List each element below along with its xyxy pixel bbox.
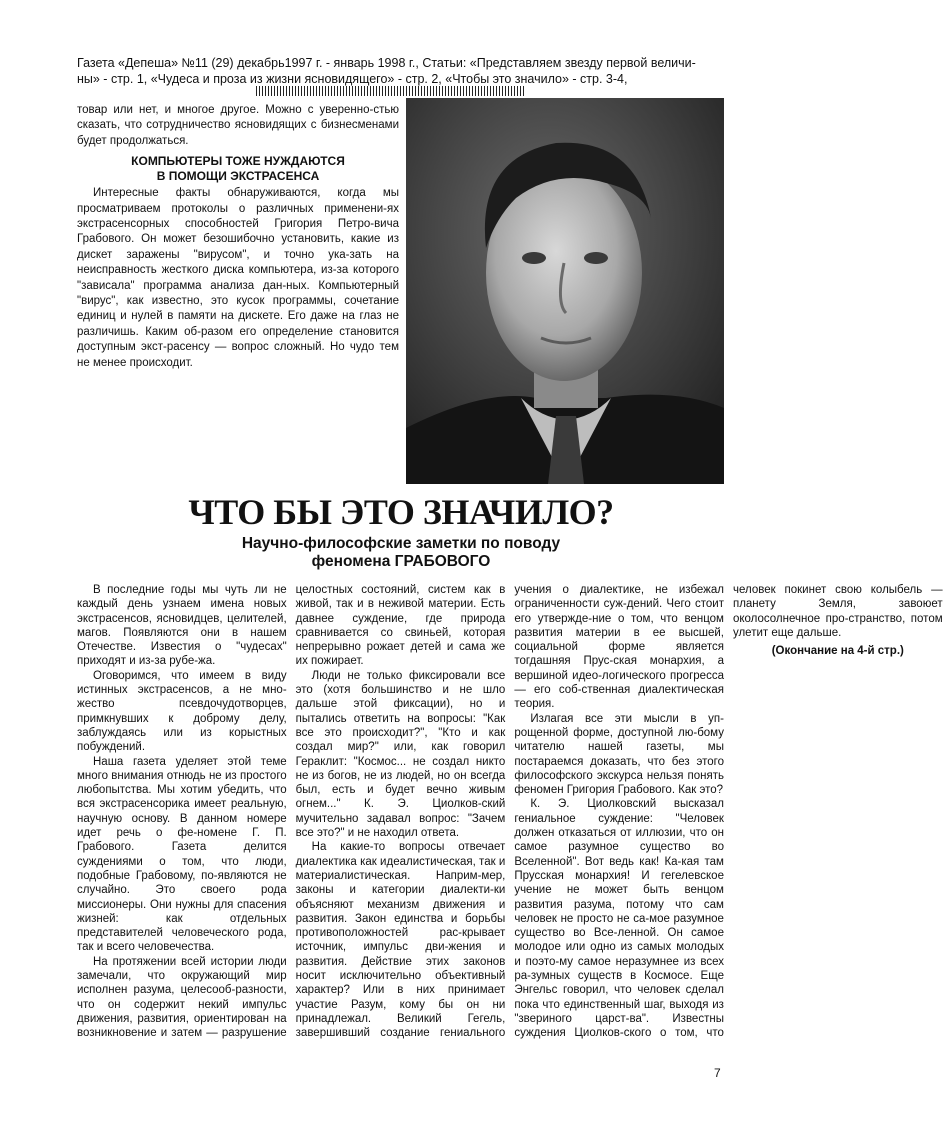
header-citation bbox=[77, 55, 727, 87]
article-paragraph: Излагая все эти мысли в уп-рощенной форме, доступной лю-бому читателю нашей газеты, мы постараемся доказать, что без этого философского экскурса нельзя понять феномен Григория Грабового. Как это? bbox=[514, 712, 724, 797]
article-paragraph: Люди не только фиксировали все это (хотя большинство и не шло дальше этой фиксации), но и пытались ответить на вопросы: "Как все это происходит?", "Кто и как создал мир?" или, как говорил Гераклит: "Космос... не создал никто не из богов, не из людей, но он всегда был, есть и будет вечно живым огнем..." К. Э. Циолков-ский мучительно задавал вопрос: "Зачем все это?" и не находил ответа. bbox=[295, 669, 506, 840]
article-paragraph: К. Э. Циолковский высказал гениальное суждение: "Человек должен отказаться от иллюзии, что он самое разумное существо во Вселенной". Вот ведь как! Ка-кая там Прусская монархия! И гегелевское учение не может быть венцом развития разума, потому что сам человек не просто не са-мое разумное существо во Все-ленной. Он самое молодое или одно из самых молодых и поэто-му самое неразумнее из всех ра-зумных существ в Космосе. Еще Энгельс говорил, что человек сделал пока что единственный шаг, выходя из "звериного царст-ва". Известны суждения Циолков-ского о том, что человек покинет свою колыбель — планету Земля, завоюет околосолнечное про-странство, потом улетит еще дальше. bbox=[514, 584, 943, 1040]
intro-heading bbox=[77, 154, 399, 184]
article-paragraph: Наша газета уделяет этой теме много внимания отнюдь не из простого любопытства. Мы хотим убедить, что вся экстрасенсорика имеет реальную, научную основу. В данном номере идет речь о фе-номене Г. П. Грабового. Газета делится суждениями о том, что люди, подобные Грабовому, по-являются не случайно. Это своего рода миссионеры. Они нужны для спасения жизней: как отдельных представителей человеческого рода, так и всего человечества. bbox=[77, 755, 287, 954]
intro-body-paragraph: Интересные факты обнаруживаются, когда мы просматриваем протоколы о различных применени-ях экстрасенсорных способностей Григория Петро-вича Грабового. Он может безошибочно установить, какие из дискет заражены "вирусом", и точно ука-зать на неисправность жесткого диска компьютера, из-за которого "зависала" программа анализа дан-ных. Компьютерный "вирус", как известно, это кусок программы, сочетание единиц и нулей в памяти на дискете. Его даже на глаз не различишь. Каким об-разом его определение становится доступным экст-расенсу — вопрос сложный. Но чудо тем не менее происходит. bbox=[77, 187, 399, 369]
page-number: 7 bbox=[714, 1066, 721, 1080]
intro-column bbox=[77, 103, 399, 371]
article-paragraph: В последние годы мы чуть ли не каждый день узнаем имена новых экстрасенсов, ясновидцев, целителей, магов. Появляются они в нашем Отечестве. Известия о "чудесах" приходят и из-за рубе-жа. bbox=[77, 584, 287, 668]
article-body bbox=[77, 583, 943, 1053]
article-subtitle-line-1: Научно-философские заметки по поводу bbox=[241, 535, 561, 552]
article-paragraph: На протяжении всей истории люди замечали, что окружающий мир исполнен разума, целесооб-разности, что он содержит некий импульс движения, развития, ориентирован на возникновение и затем — разрушение целостных состояний, систем как в живой, так и в неживой материи. Есть давнее суждение, где природа сравнивается со свиньей, которая непрерывно рожает детей и сама же их пожирает. bbox=[77, 584, 506, 1040]
portrait-illustration bbox=[406, 98, 724, 484]
header-line-2: ны» - стр. 1, «Чудеса и проза из жизни ясновидящего» - стр. 2, «Чтобы это значило» - стр. 3-4, bbox=[77, 72, 628, 86]
intro-lead-paragraph: товар или нет, и многое другое. Можно с уверенно-стью сказать, что сотрудничество ясновидящих с бизнесменами будет продолжаться. bbox=[77, 104, 399, 147]
portrait-photo bbox=[406, 98, 724, 484]
header-line-1: Газета «Депеша» №11 (29) декабрь1997 г. - январь 1998 г., Статьи: «Представляем звезду первой величи- bbox=[77, 56, 696, 70]
intro-heading-line-2: В ПОМОЩИ ЭКСТРАСЕНСА bbox=[156, 169, 320, 184]
header-divider bbox=[256, 86, 524, 96]
article-subtitle-line-2: феномена ГРАБОВОГО bbox=[311, 553, 491, 570]
article-title: ЧТО БЫ ЭТО ЗНАЧИЛО? bbox=[188, 492, 614, 532]
article-paragraph: Оговоримся, что имеем в виду истинных экстрасенсов, а не мно-жество псевдочудотворцев, примкнувших к доброму делу, заблуждаясь или из корыстных побуждений. bbox=[77, 669, 287, 754]
continuation-note: (Окончание на 4-й стр.) bbox=[771, 645, 904, 658]
article-paragraph: На какие-то вопросы отвечает диалектика как идеалистическая, так и материалистическая. Наприм-мер, законы и категории диалекти-ки объясняют механизм движения и развития. Закон единства и борьбы противоположностей рас-крывает источник, импульс дви-жения и развития. Действие этих законов носит исключительно объективный характер? Или в них принимает участие Разум, кому бы он ни принадлежал. Великий Гегель, завершивший создание гениального учения о диалектике, не избежал ограниченности суж-дений. Чего стоит его утвержде-ние о том, что венцом развития материи в ее высшей, социальной форме является тогдашняя Прус-ская монархия, а вершиной идео-логического прогресса — его соб-ственная диалектическая теория. bbox=[295, 584, 724, 1040]
intro-heading-line-1: КОМПЬЮТЕРЫ ТОЖЕ НУЖДАЮТСЯ bbox=[131, 154, 345, 169]
article-subtitle bbox=[0, 535, 802, 571]
